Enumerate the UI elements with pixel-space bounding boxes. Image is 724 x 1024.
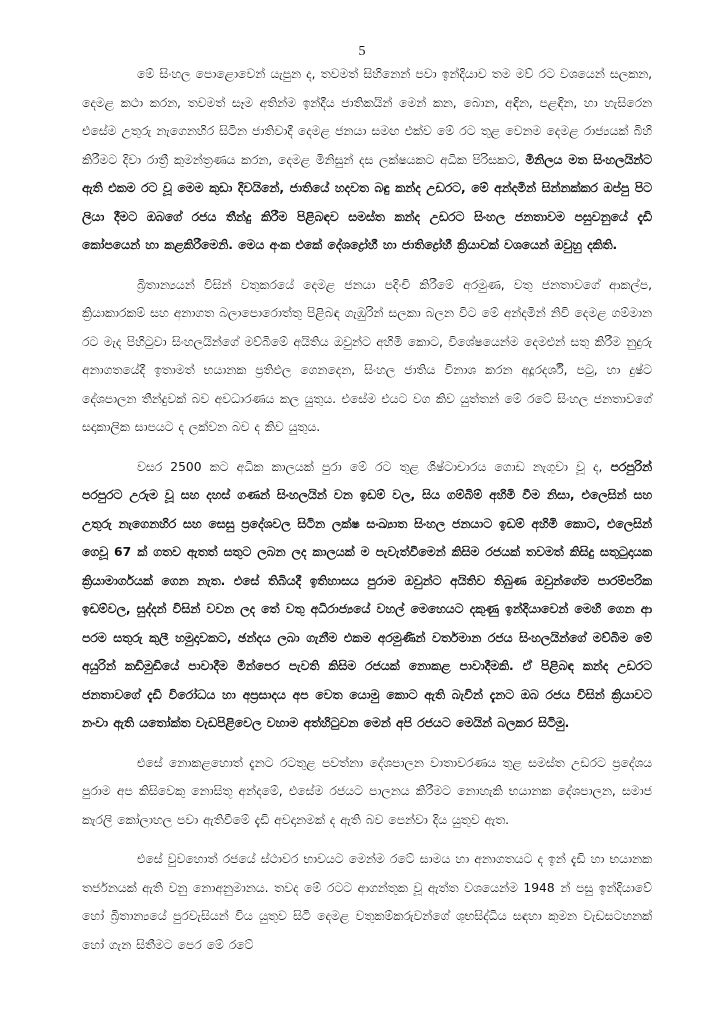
paragraph-1 [82,60,652,260]
paragraph-3 [82,453,652,738]
letter-body [82,60,652,970]
paragraph-1-bold-text: මිනිලය මත සිංහලයින්ට ඇති එකම රට වූ මෙම කුඩා දිවයිනේ, ජාතියේ හදවත බඳු කන්ද උඩරට, මේ අන්දමින් සින්නක්කර ඔප්පු පිට ලියා දීමට ඔබගේ රජය තීන්දු කිරීම පිළිබඳව සමස්ත කන්ද උඩරට සිංහල ජනතාවම පසුවනුයේ දැඩි කෝපයෙන් හා කළකිරීමෙනි. මෙය අංක එකේ දේශද්‍රෝහී හා ජාතිද්‍රෝහී ක්‍රියාවක් වශයෙන් ඔවුහු දකිති. [82,152,652,252]
paragraph-3-text: වසර 2500 කට අධික කාලයක් පුරා මේ රට තුළ ශිෂ්ටාචාරය ගොඩ නැගුවා වූ ද, [137,459,611,474]
paragraph-2: බ්‍රිතාන්‍යයන් විසින් වතුකරයේ දෙමළ ජනයා පදිංචි කිරීමේ අරමුණ, වතු ජනතාවගේ ආකල්ප, ක්‍රියාකාරකම් සහ අනාගත බලාපොරොත්තු පිළිබඳ ගැඹුරින් සලකා බලන විට මේ අන්දමින් නිවි දෙමළ ගම්මාන රට මැද පිහිටුවා සිංහලයින්ගේ මව්බිමේ අයිතිය ඔවුන්ට අහිමි කොට, විශේෂයෙන්ම දෙමළුන් සතු කිරීම නුදුරු අනාගතයේදී ඉතාමත් භයානක ප්‍රතිඵල ගෙනදෙන, සිංහල ජාතිය විනාශ කරන අදූරදර්ශී, පටු, හා දුෂ්ට දේශපාලන තීන්දුවක් බව අවධාරණය කල යුතුය. එසේම එයට වග කිව යුත්තන් මේ රටේ සිංහල ජනතාවගේ සදාකාලික සාපයට ද ලක්වන බව ද කිව යුතුය. [82,277,652,434]
paragraph-4: එසේ නොකළහොත් දැනට රටතුළ පවත්නා දේශපාලන වාතාවරණය තුළ සමස්ත උඩරට ප්‍රදේශය පුරාම අප කිසිවෙකු නොසිතූ අන්දමේ, එසේම රජයට පාලනය කිරීමට නොහැකි භයානක දේශපාලන, සමාජ කැරලි කෝලාහල පවා ඇතිවීමේ දැඩි අවදානමක් ද ඇති බව පෙන්වා දිය යුතුව ඇත. [82,755,652,827]
paragraph-5: එසේ වුවහොත් රජයේ ස්ථාවර භාවයට මෙන්ම රටේ සාමය හා අනාගතයට ද ඉන් දැඩි හා භයානක තර්ජනයක් ඇති වනු නොඅනුමානය. තවද මේ රටට ආගන්තුක වූ ඇත්ත වශයෙන්ම 1948 න් පසු ඉන්දියාවේ හෝ බ්‍රිතාන්‍යයේ පුරවැසියන් විය යුතුව සිටි දෙමළ වතුකම්කරුවන්ගේ ශුභසිද්ධිය සඳහා කුමන වැඩසටහනක් හෝ ගැන සිතීමට පෙර මේ රටේ [82,852,652,952]
page-number: 5 [358,44,366,59]
paragraph-1-text: මේ සිංහල පොළොවෙන් යැපුන ද, තවමත් සිහිනෙන් පවා ඉන්දියාව තම මව් රට වශයෙන් සලකන, දෙමළ කථා කරන, තවමත් සෑම අතින්ම ඉන්දීය ජාතිකයින් මෙන් කන, බොන, අඳින, පළඳින, හා හැසිරෙන එසේම උතුරු නැගෙනහිර සිටින ජාතිවාදී දෙමළ ජනයා සමඟ එක්ව මේ රට තුළ වෙනම දෙමළ රාජ්‍යයක් බිහි කිරීමට දිවා රාත්‍රී කුමන්ත්‍රණය කරන, දෙමළ මිනිසුන් දස ලක්ෂයකට අධික පිරිසකට, [82,67,652,167]
paragraph-3-bold-text: පරපුරින් පරපුරට උරුම වූ සහ දහස් ගණන් සිංහලයින් වන ඉඩම් වල, සිය ගම්බිම් අහිමි වීම නිසා, එලෙසින් සහ උතුරු නැගෙනහිර සහ සෙසු ප්‍රදේශවල සිටින ලක්ෂ සංඛ්‍යාත සිංහල ජනයාට ඉඩම් අහිමි කොට, එලෙසින් ගෙවූ 67 ක් ගතව ඇතත් සතුට ලබන ලද කාලයක් ම පැවැත්වීමෙන් කිසිම රජයක් තවමත් කිසිදු සතුටුදායක ක්‍රියාමාර්ගයක් ගෙන නැත. එසේ තිබියදී ඉතිහාසය පුරාම ඔවුන්ට අයිතිව තිබුණ ඔවුන්ගේම පාරම්පරික ඉඩම්වල, සුද්දන් විසින් වවන ලද තේ වතු අධිරාජ්‍යයේ වහල් මෙහෙයට දකුණු ඉන්දියාවෙන් මෙහි ගෙන ආ පරම සතුරු කුලී හමුදාවකට, ඡන්දය ලබා ගැනීම එකම අරමුණින් වර්තමාන රජය සිංහලයින්ගේ මව්බිම මේ අයුරින් කඩිමුඩියේ පාවාදීම මින්පෙර පැවති කිසිම රජයක් නොකළ පාවාදීමකි. ඒ පිළිබඳ කන්ද උඩරට ජනතාවගේ දැඩි විරෝධය හා අප්‍රසාදය අප වෙත යොමු කොට ඇති බැවින් දැනට ඔබ රජය විසින් ක්‍රියාවට නංවා ඇති යතෝක්ත වැඩපිළිවෙල වහාම අත්හිටුවන මෙන් අපි රජයට මෙයින් බලකර සිටිමු. [82,459,652,730]
